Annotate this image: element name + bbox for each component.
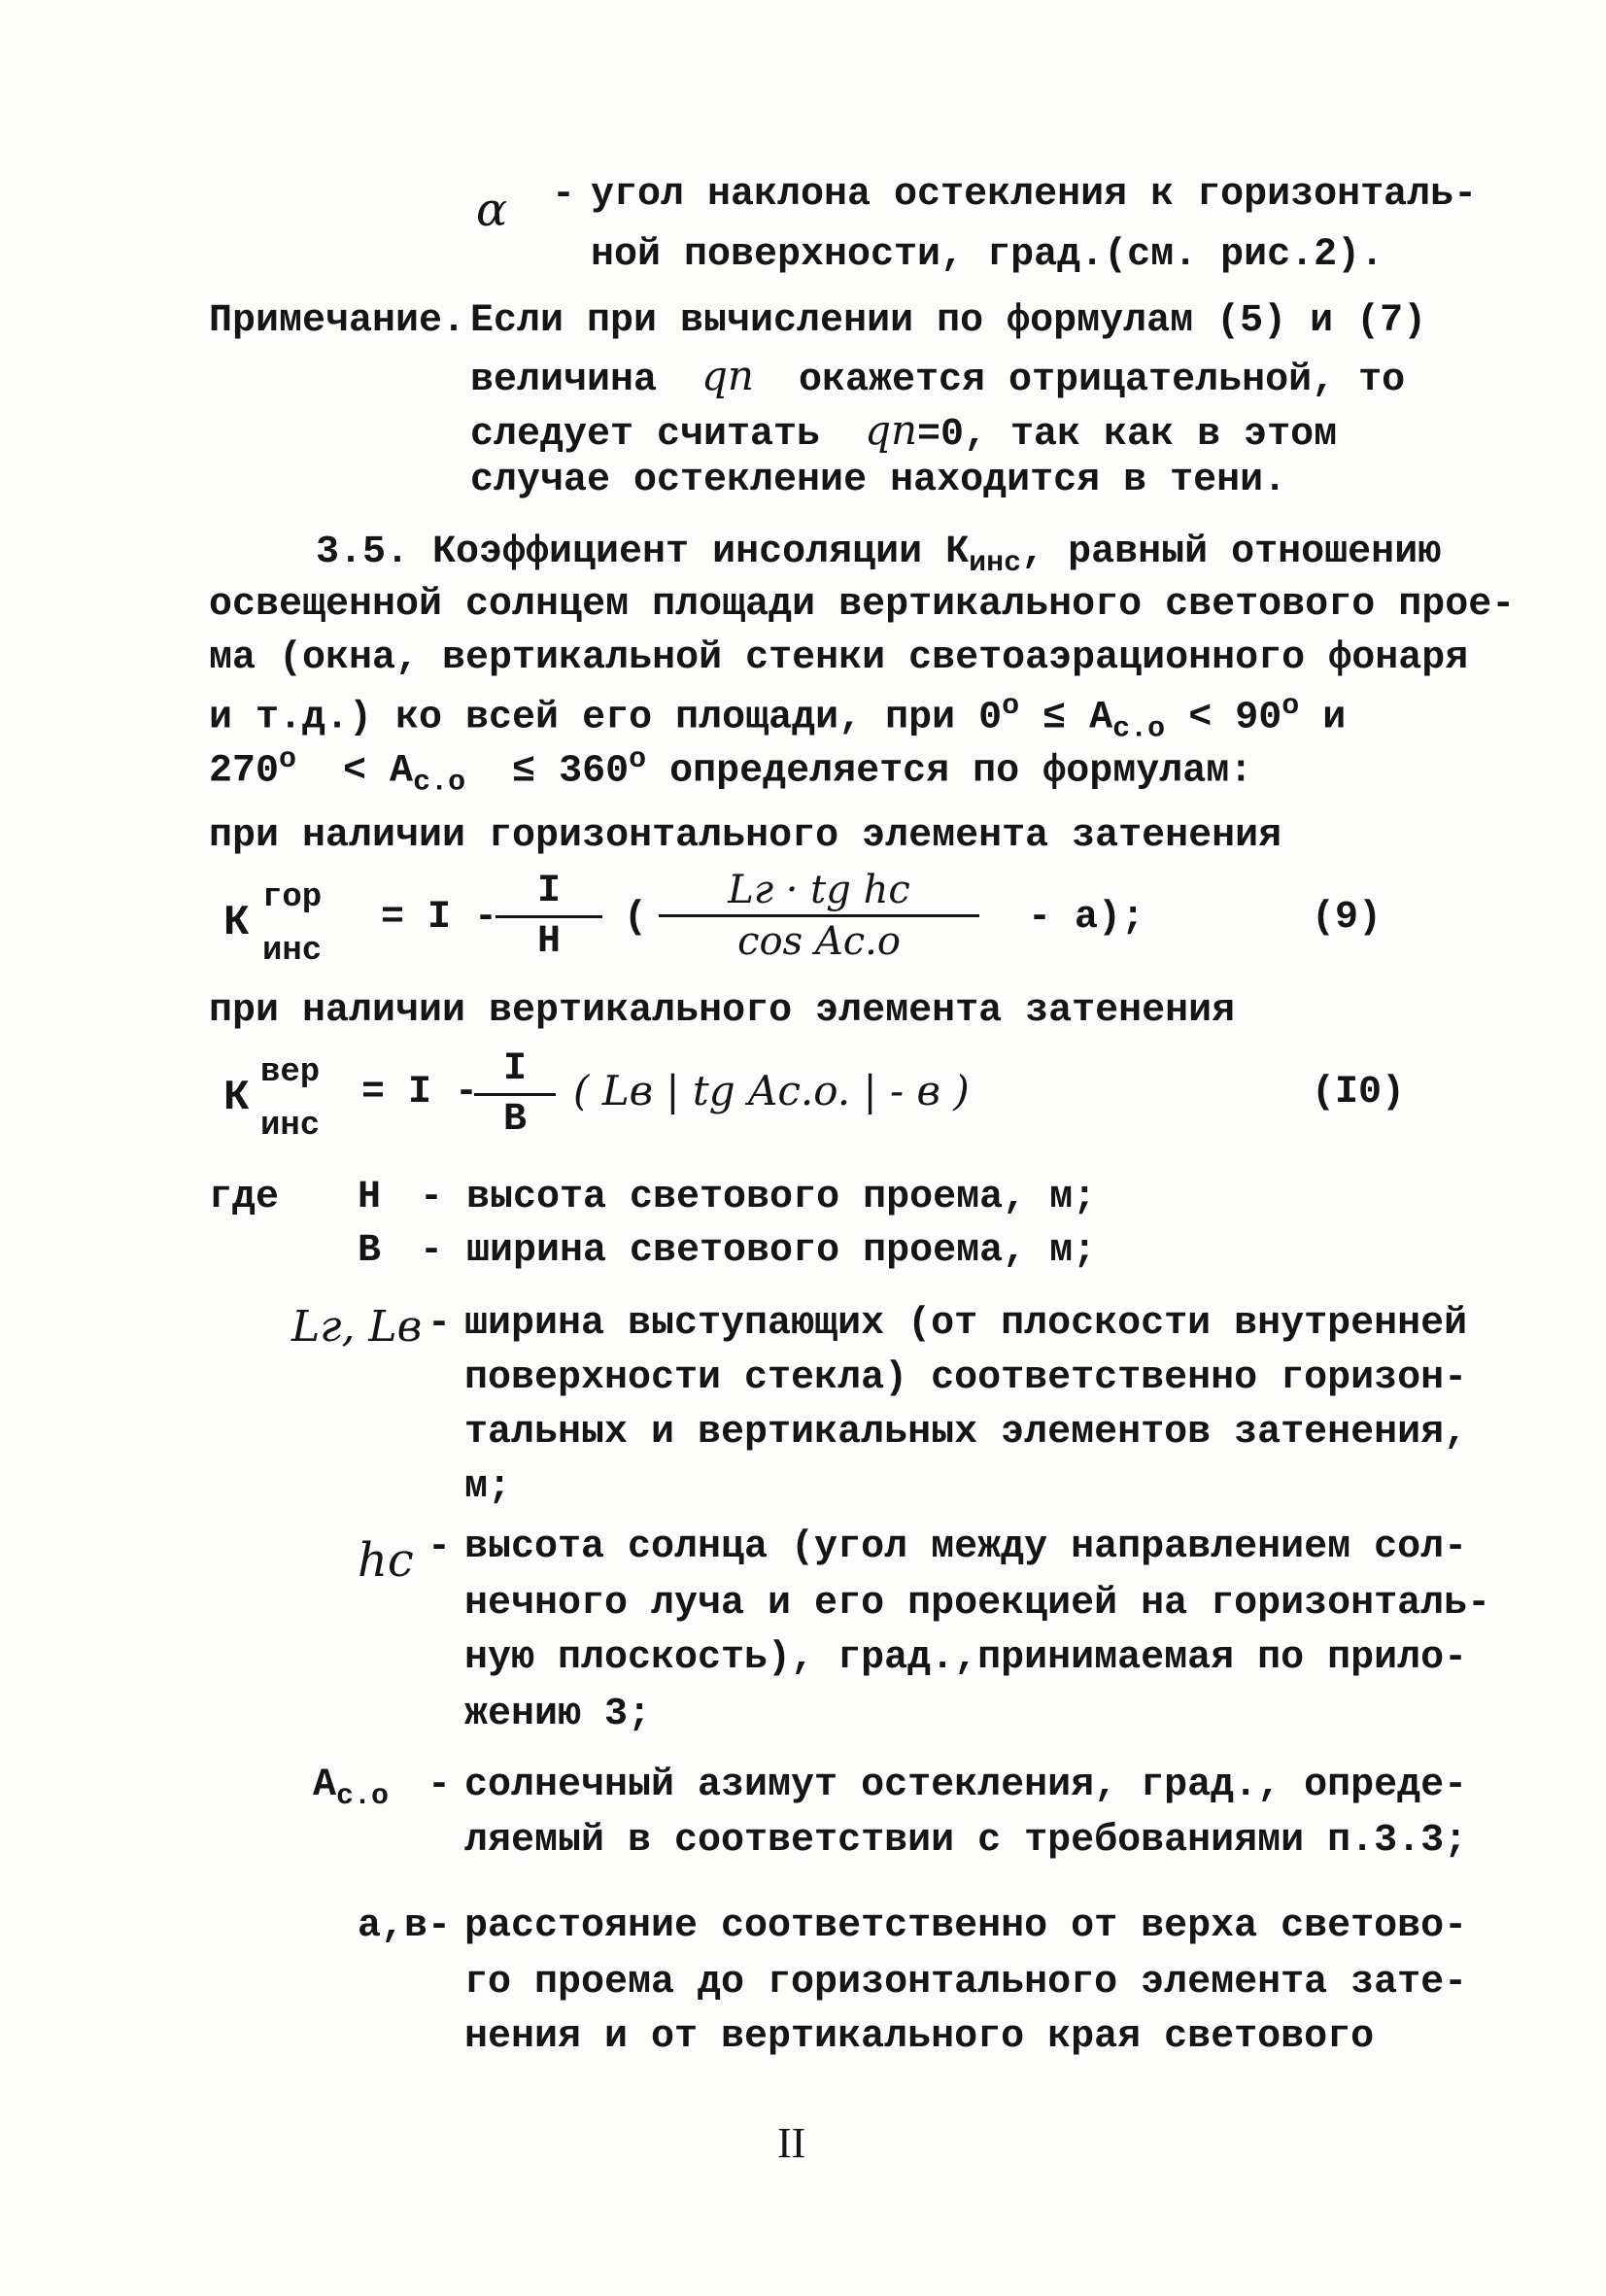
formula9-number: (9) (1312, 896, 1383, 940)
h-line2: нечного луча и его проекцией на горизонталь- (464, 1582, 1491, 1626)
formula9-frac2-den: cos Ac.o (737, 919, 901, 964)
note-line4: случае остекление находится в тени. (470, 459, 1287, 502)
para35-line5-d: определяется по формулам: (646, 749, 1253, 794)
L-line4: м; (464, 1465, 512, 1509)
para35-line1 (316, 531, 1441, 580)
para35-line1-b: , равный отношению (1021, 531, 1442, 574)
L-line2: поверхности стекла) соответственно горизон- (464, 1356, 1468, 1400)
alpha-symbol: α (476, 183, 508, 237)
formula9-frac2 (659, 868, 979, 964)
para35-line4 (209, 690, 1346, 745)
h-line3: ную плоскость), град.,принимаемая по прило- (464, 1636, 1468, 1680)
para35-line5-sub: с.о (413, 766, 466, 800)
formula9-frac2-num: Lг · tg hc (659, 868, 979, 917)
horiz-intro: при наличии горизонтального элемента затенения (209, 814, 1282, 858)
formula10-frac-den: В (502, 1098, 527, 1142)
para35-line4-sub: с.о (1112, 712, 1166, 746)
alpha-def-line2: ной поверхности, град.(см. рис.2). (591, 233, 1384, 277)
formula9-sup: гор (262, 879, 323, 916)
B-symbol: В (358, 1229, 382, 1273)
H-definition: - высота светового проема, м; (420, 1176, 1097, 1219)
A-symbol (313, 1764, 389, 1813)
formula10-frac-num: I (474, 1047, 556, 1096)
formula10-eq: = I - (361, 1071, 479, 1114)
where-label: где (209, 1176, 280, 1219)
ab-line3: нения и от вертикального края светового (464, 2015, 1375, 2059)
note-line2 (470, 352, 1405, 402)
L-symbol: Lг, Lв (291, 1302, 423, 1352)
alpha-def-line1: угол наклона остекления к горизонталь- (591, 173, 1478, 217)
note-line1: Если при вычислении по формулам (5) и (7) (470, 299, 1427, 343)
para35-line5-c: ≤ 360 (465, 749, 630, 794)
h-line1: высота солнца (угол между направлением сол- (464, 1525, 1468, 1569)
h-dash: - (427, 1525, 452, 1569)
formula9-frac1-num: I (495, 870, 602, 918)
A-dash: - (427, 1764, 452, 1807)
alpha-dash: - (552, 173, 576, 217)
para35-line5-b: < А (296, 749, 414, 794)
h-line4: жению 3; (464, 1693, 652, 1736)
formula10-frac (474, 1047, 556, 1142)
para35-line3: ма (окна, вертикальной стенки светоаэрационного фонаря (209, 636, 1469, 680)
L-line3: тальных и вертикальных элементов затенения, (464, 1411, 1468, 1455)
A-symbol-letter: А (313, 1764, 337, 1807)
para35-line5-a: 270 (209, 749, 280, 794)
note-line2-a: величина (470, 359, 658, 402)
para35-line4-c: < 90 (1165, 696, 1282, 740)
degree-mark: о (629, 743, 647, 776)
formula9-K: К (223, 899, 250, 947)
L-dash: - (427, 1302, 452, 1346)
H-symbol: Н (358, 1176, 382, 1219)
q-symbol: qп (701, 352, 754, 399)
para35-line1-a: 3.5. Коэффициент инсоляции К (316, 531, 970, 574)
formula9-open: ( (624, 896, 648, 940)
formula9-frac1 (495, 870, 602, 964)
para35-line4-a: и т.д.) ко всей его площади, при 0 (209, 696, 1003, 740)
note-line3-b: =0, так как в этом (917, 413, 1338, 457)
B-definition: - ширина светового проема, м; (420, 1229, 1097, 1273)
formula9-frac1-den: Н (536, 920, 561, 964)
page-number: II (777, 2119, 806, 2167)
formula10-number: (I0) (1312, 1071, 1406, 1114)
para35-line5 (209, 743, 1252, 799)
formula9-tail: - а); (1028, 896, 1145, 940)
A-line2: ляемый в соответствии с требованиями п.3.3; (464, 1819, 1468, 1863)
ab-symbol: а,в- (358, 1904, 452, 1948)
note-line3-a: следует считать (470, 413, 821, 457)
formula9-sub: инс (262, 933, 323, 970)
A-line1: солнечный азимут остекления, град., опреде- (464, 1764, 1468, 1807)
para35-line1-sub: инс (969, 547, 1022, 580)
q-symbol: qп (865, 406, 918, 454)
note-line3 (470, 406, 1337, 457)
h-symbol: hc (358, 1533, 414, 1588)
formula10-K: К (223, 1074, 250, 1122)
ab-line1: расстояние соответственно от верха светово- (464, 1904, 1468, 1948)
para35-line4-d: и (1299, 696, 1347, 740)
formula9-eq: = I - (381, 896, 498, 940)
degree-mark: о (1281, 690, 1300, 723)
formula10-sub: инс (260, 1108, 321, 1145)
L-line1: ширина выступающих (от плоскости внутренней (464, 1302, 1468, 1346)
vert-intro: при наличии вертикального элемента затенения (209, 989, 1236, 1033)
formula10-body: ( Lв | tg Ac.o. | - в ) (573, 1067, 970, 1114)
para35-line2: освещенной солнцем площади вертикального светового прое- (209, 583, 1516, 627)
formula10-sup: вер (260, 1054, 321, 1091)
para35-line4-b: ≤ А (1019, 696, 1113, 740)
ab-line2: го проема до горизонтального элемента зате- (464, 1961, 1468, 2005)
degree-mark: о (279, 743, 297, 776)
note-label: Примечание. (209, 299, 466, 343)
degree-mark: о (1002, 690, 1020, 723)
A-symbol-sub: с.о (336, 1780, 390, 1813)
note-line2-b: окажется отрицательной, то (799, 359, 1406, 402)
